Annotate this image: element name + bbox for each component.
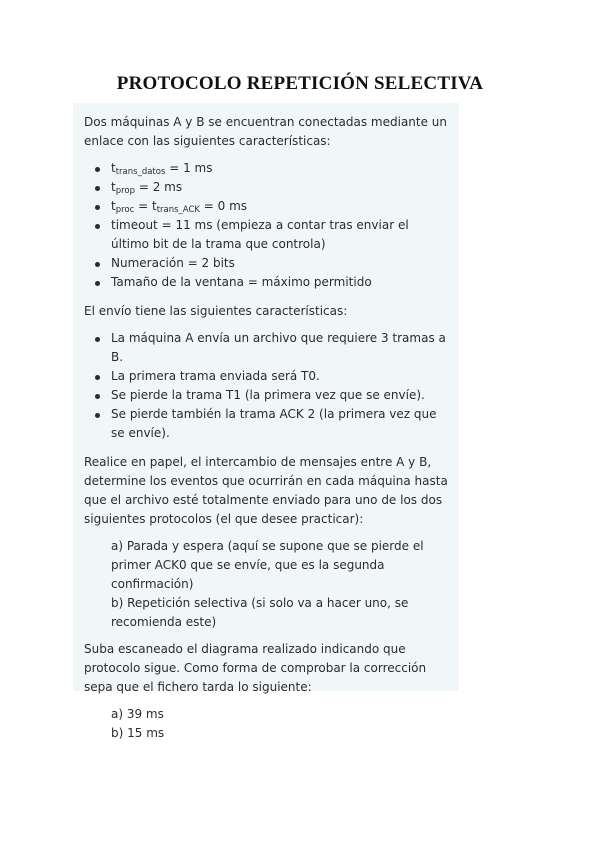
intro-paragraph: Dos máquinas A y B se encuentran conectadas mediante un enlace con las siguientes características:	[84, 115, 448, 148]
link-specs-list	[84, 159, 449, 292]
protocol-options	[84, 537, 449, 632]
exercise-card	[73, 103, 459, 740]
spec-ventana: Tamaño de la ventana = máximo permitido	[111, 273, 449, 292]
send-spec-item: La máquina A envía un archivo que requiere 3 tramas a B.	[111, 329, 449, 367]
task-paragraph: Realice en papel, el intercambio de mensajes entre A y B, determine los eventos que ocurrirán en cada máquina hasta que el archivo esté totalmente enviado para uno de los dos siguientes protocolos (el que desee practicar):	[84, 455, 448, 526]
spec-prop: $t_{prop} = 2$ ms	[111, 178, 449, 197]
protocol-option-b: b) Repetición selectiva (si solo va a hacer uno, se recomienda este)	[111, 596, 409, 629]
send-spec-item: Se pierde la trama T1 (la primera vez que se envíe).	[111, 386, 449, 405]
spec-trans-datos: $t_{trans\_datos} = 1$ ms	[111, 159, 449, 178]
page-title: PROTOCOLO REPETICIÓN SELECTIVA	[116, 73, 484, 94]
protocol-option-a: a) Parada y espera (aquí se supone que se pierde el primer ACK0 que se envíe, que es la segunda confirmación)	[111, 539, 424, 591]
answer-a: a) 39 ms	[111, 707, 164, 721]
send-spec-item: Se pierde también la trama ACK 2 (la primera vez que se envíe).	[111, 405, 449, 443]
answer-b: b) 15 ms	[111, 726, 165, 740]
upload-paragraph: Suba escaneado el diagrama realizado indicando que protocolo sigue. Como forma de comprobar la corrección sepa que el fichero tarda lo siguiente:	[84, 642, 427, 694]
send-intro: El envío tiene las siguientes características:	[84, 304, 348, 318]
answer-list	[84, 705, 449, 743]
spec-timeout: timeout = 11 ms (empieza a contar tras enviar el último bit de la trama que controla)	[111, 216, 449, 254]
spec-proc: $t_{proc} = t_{trans\_ACK} = 0$ ms	[111, 197, 449, 216]
send-spec-item: La primera trama enviada será T0.	[111, 367, 449, 386]
spec-numeracion: Numeración = 2 bits	[111, 254, 449, 273]
send-specs-list	[84, 329, 449, 443]
